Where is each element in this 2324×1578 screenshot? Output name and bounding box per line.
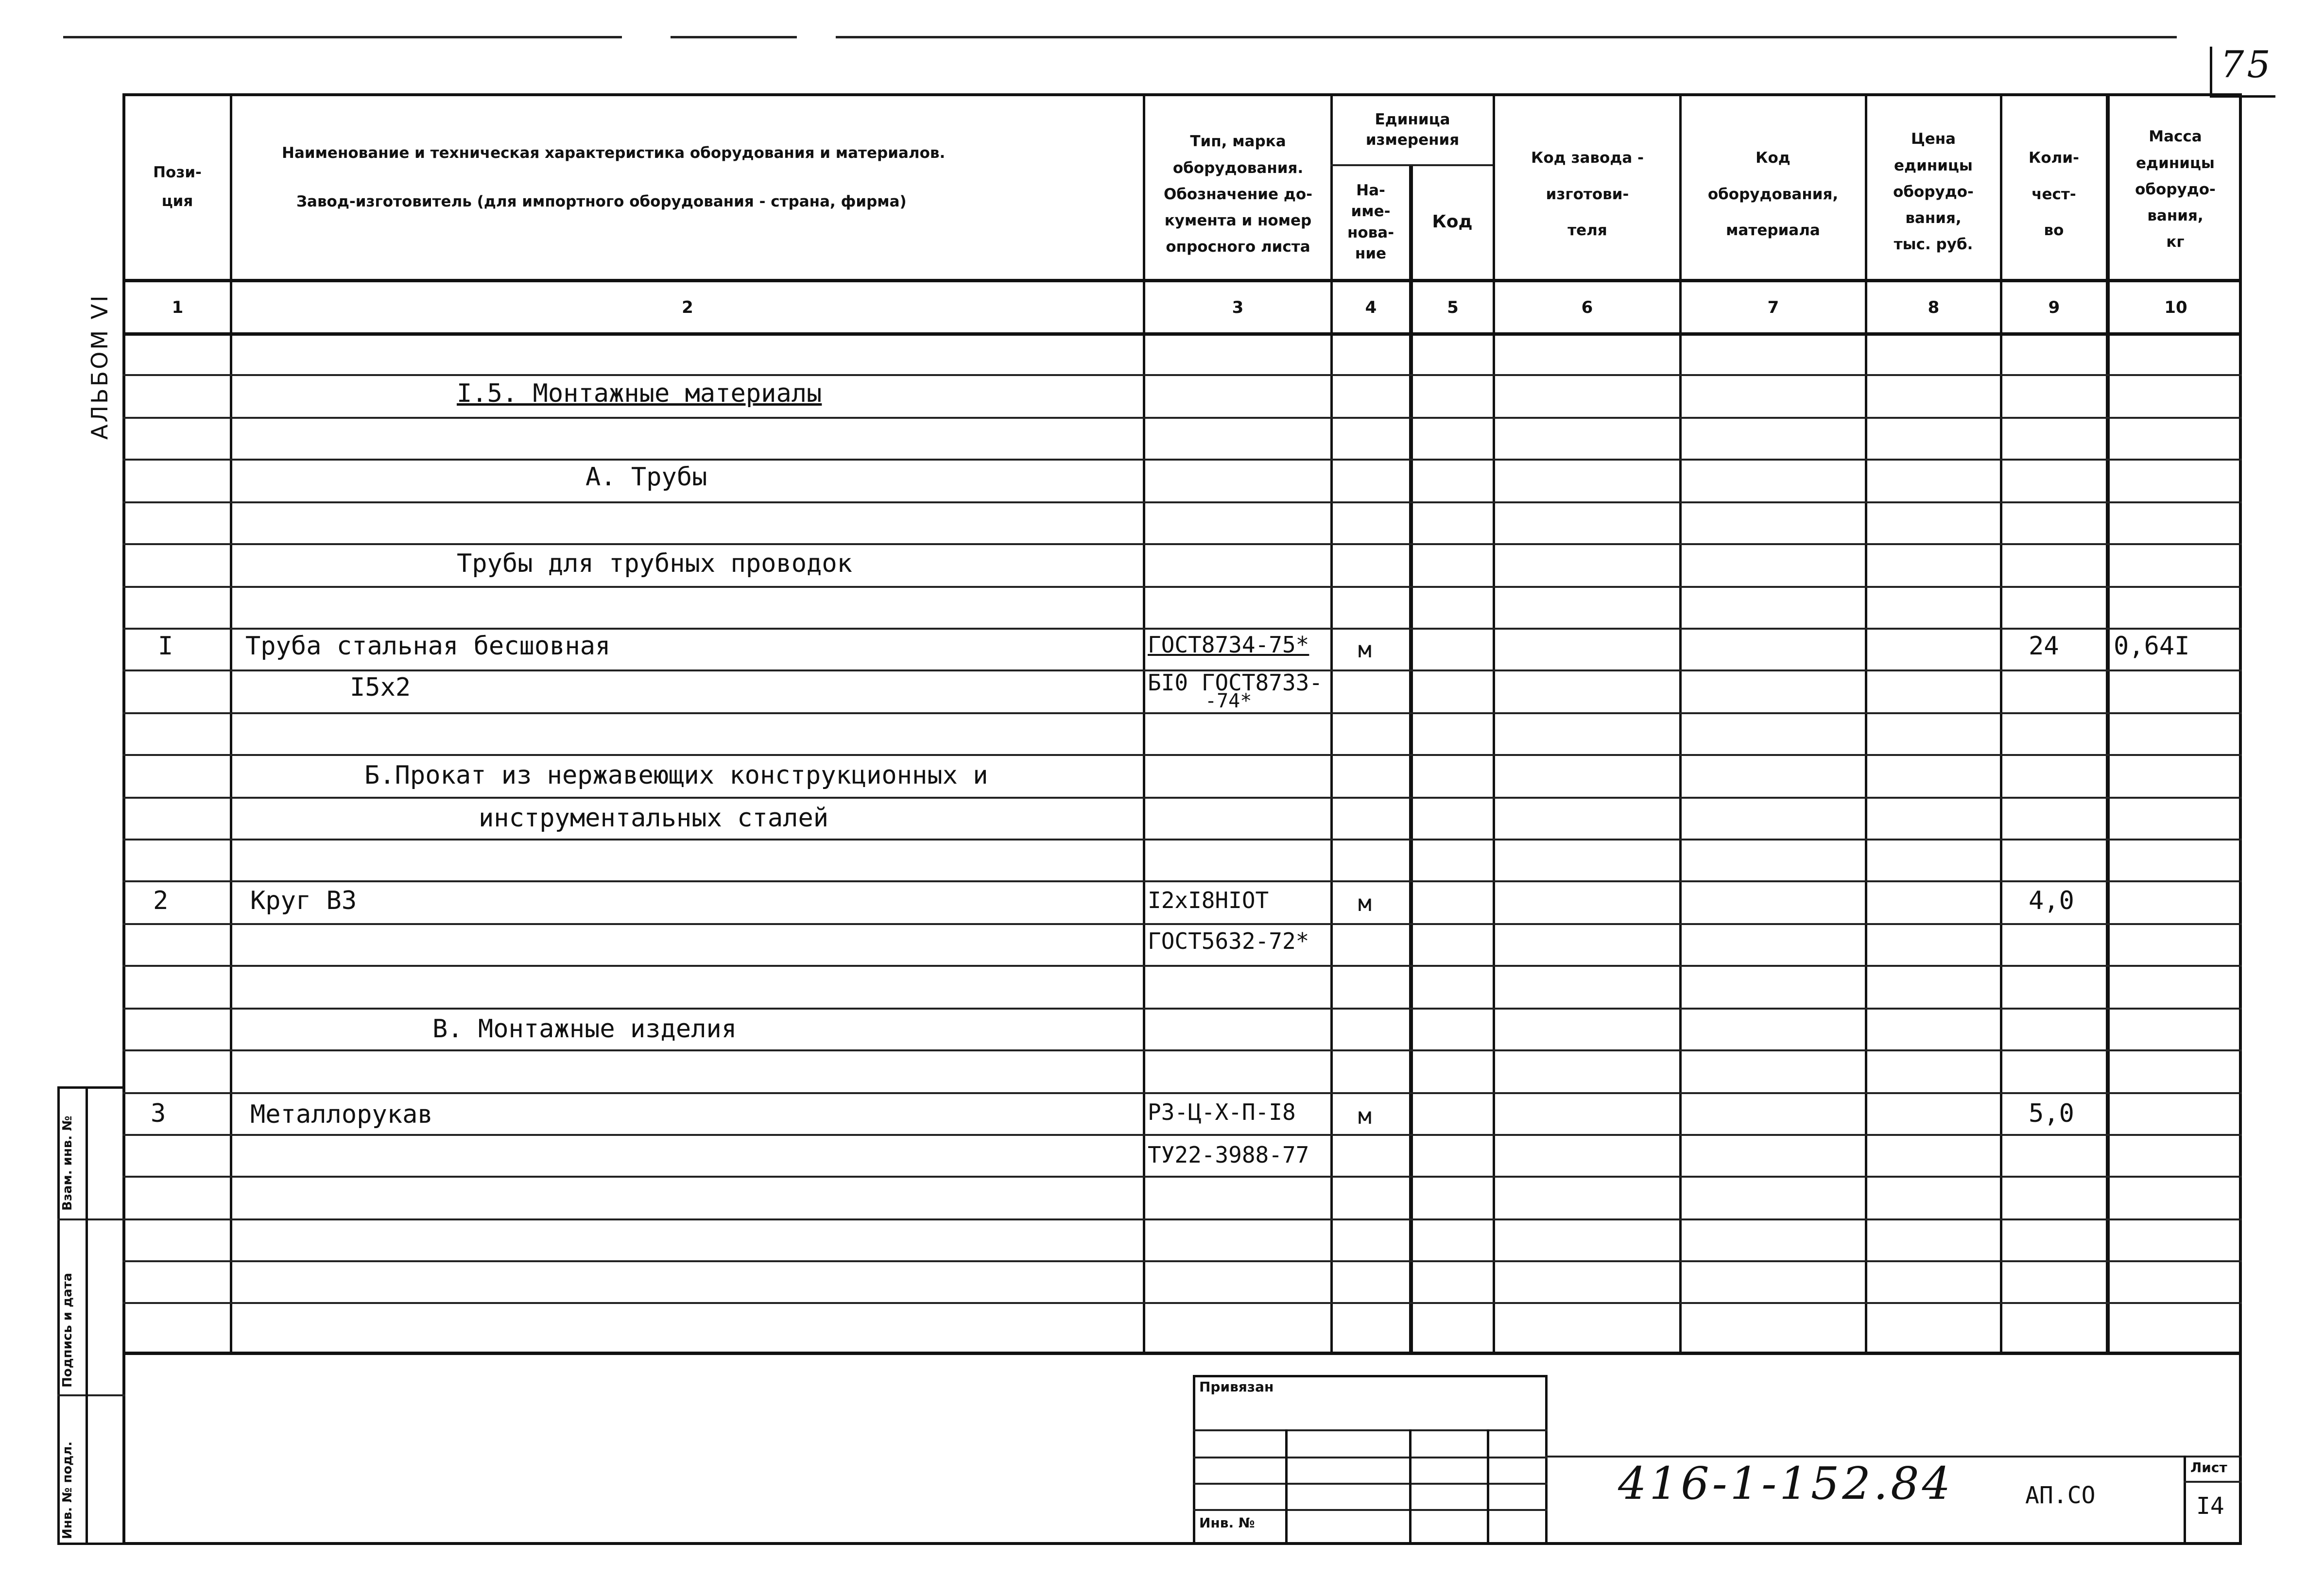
top-line (836, 36, 2177, 38)
header-unit-group: Единица измерения (1365, 110, 1460, 149)
stamp-line (1193, 1429, 1548, 1431)
stamp-privyazan: Привязан (1199, 1379, 1274, 1395)
row-line (122, 628, 2242, 630)
item-type: I2xI8HIOT (1148, 887, 1269, 913)
sheet-number: I4 (2196, 1492, 2224, 1520)
colnum-2: 2 (682, 298, 693, 317)
item-position: I (158, 632, 173, 661)
stamp-line (1193, 1457, 1548, 1458)
row-line (122, 374, 2242, 376)
item-quantity: 24 (2029, 632, 2059, 661)
item-name-size: I5x2 (350, 673, 411, 702)
colnum-5: 5 (1447, 298, 1459, 317)
sheet-box-line (2184, 1481, 2242, 1483)
row-line (122, 797, 2242, 799)
table-bottom-line (122, 1352, 2242, 1355)
colnum-7: 7 (1767, 298, 1779, 317)
colnum-1: 1 (172, 298, 184, 317)
header-equipment-code: Код оборудования, материала (1707, 149, 1839, 240)
header-name-line1: Наименование и техническая характеристика оборудования и материалов. (282, 144, 946, 162)
item-type-line2: БI0 ГОСТ8733- (1148, 669, 1323, 696)
stamp-inv-no: Инв. № (1199, 1515, 1255, 1531)
item-unit: м (1358, 636, 1372, 663)
row-line (122, 754, 2242, 756)
row-line (122, 839, 2242, 840)
item-type-line2: ТУ22-3988-77 (1148, 1142, 1309, 1168)
row-line (122, 1134, 2242, 1136)
row-line (122, 1176, 2242, 1178)
row-line (122, 586, 2242, 588)
row-line (122, 1092, 2242, 1094)
top-line (671, 36, 797, 38)
unit-group-line (1330, 164, 1493, 166)
colnum-9: 9 (2048, 298, 2060, 317)
item-type: ГОСТ8734-75* (1148, 632, 1309, 658)
page-number: 75 (2221, 43, 2273, 86)
section-mounting-products: В. Монтажные изделия (432, 1014, 737, 1044)
section-rolled-steel-line1: Б.Прокат из нержавеющих конструкционных и (364, 761, 988, 790)
item-quantity: 5,0 (2029, 1099, 2074, 1128)
row-line (122, 543, 2242, 545)
colnum-8: 8 (1928, 298, 1940, 317)
stamp-line (1193, 1483, 1548, 1485)
stamp-col (1487, 1429, 1489, 1545)
section-mounting-materials: I.5. Монтажные материалы (457, 379, 822, 408)
header-quantity: Коли- чест- во (2029, 149, 2079, 240)
item-quantity: 4,0 (2029, 886, 2074, 915)
row-line (122, 880, 2242, 882)
row-line (122, 459, 2242, 461)
document-code: АП.СО (2025, 1482, 2096, 1509)
document-number: 416-1-152.84 (1618, 1458, 1954, 1509)
item-unit: м (1358, 1103, 1372, 1129)
row-line (122, 965, 2242, 967)
header-name-line2: Завод-изготовитель (для импортного оборудования - страна, фирма) (296, 192, 907, 210)
item-name: Металлорукав (250, 1100, 433, 1129)
stamp-line (1193, 1509, 1548, 1511)
colnum-10: 10 (2164, 298, 2187, 317)
header-price: Цена единицы оборудо- вания, тыс. руб. (1893, 130, 1974, 254)
col-line (1409, 165, 1413, 1352)
header-plant-code: Код завода - изготови- теля (1531, 149, 1644, 240)
header-unit-name: На- име- нова- ние (1347, 181, 1394, 262)
row-line (122, 712, 2242, 714)
colnum-6: 6 (1581, 298, 1593, 317)
margin-divider (57, 1394, 125, 1396)
item-type-line2: ГОСТ5632-72* (1148, 928, 1309, 954)
section-pipes-subtitle: Трубы для трубных проводок (457, 549, 852, 578)
header-mass: Масса единицы оборудо- вания, кг (2135, 128, 2216, 251)
album-label: АЛЬБОМ VI (86, 293, 113, 440)
item-unit: м (1358, 890, 1372, 916)
margin-divider (57, 1218, 125, 1220)
header-type: Тип, марка оборудования. Обозначение до- кумента и номер опросного листа (1163, 133, 1313, 256)
row-line (122, 923, 2242, 925)
item-position: 2 (153, 886, 169, 915)
header-position: Пози- ция (153, 164, 202, 210)
row-line (122, 1049, 2242, 1051)
stamp-col (1285, 1429, 1288, 1545)
colnum-4: 4 (1365, 298, 1377, 317)
item-type-line3: -74* (1205, 690, 1252, 712)
header-bottom-line (122, 279, 2242, 282)
item-name: Труба стальная бесшовная (245, 632, 611, 661)
row-line (122, 501, 2242, 503)
vzam-inv-label: Взам. инв. № (60, 1115, 75, 1211)
item-mass: 0,64I (2114, 632, 2190, 661)
margin-divider-v (86, 1086, 88, 1545)
sheet-label: Лист (2190, 1459, 2227, 1475)
row-line (122, 1218, 2242, 1220)
item-name: Круг В3 (250, 886, 357, 915)
section-pipes: А. Трубы (585, 463, 707, 492)
row-line (122, 1260, 2242, 1262)
inv-original-label: Инв. № подл. (60, 1441, 75, 1539)
top-line (63, 36, 622, 38)
item-position: 3 (151, 1099, 166, 1128)
section-rolled-steel-line2: инструментальных сталей (479, 804, 829, 833)
row-line (122, 417, 2242, 419)
colnum-3: 3 (1232, 298, 1244, 317)
item-type: Р3-Ц-Х-П-I8 (1148, 1099, 1296, 1125)
header-unit-code: Код (1432, 212, 1473, 232)
row-line (122, 1302, 2242, 1304)
colnum-bottom-line (122, 332, 2242, 336)
stamp-col (1409, 1429, 1412, 1545)
signature-date-label: Подпись и дата (60, 1272, 75, 1388)
row-line (122, 1008, 2242, 1010)
